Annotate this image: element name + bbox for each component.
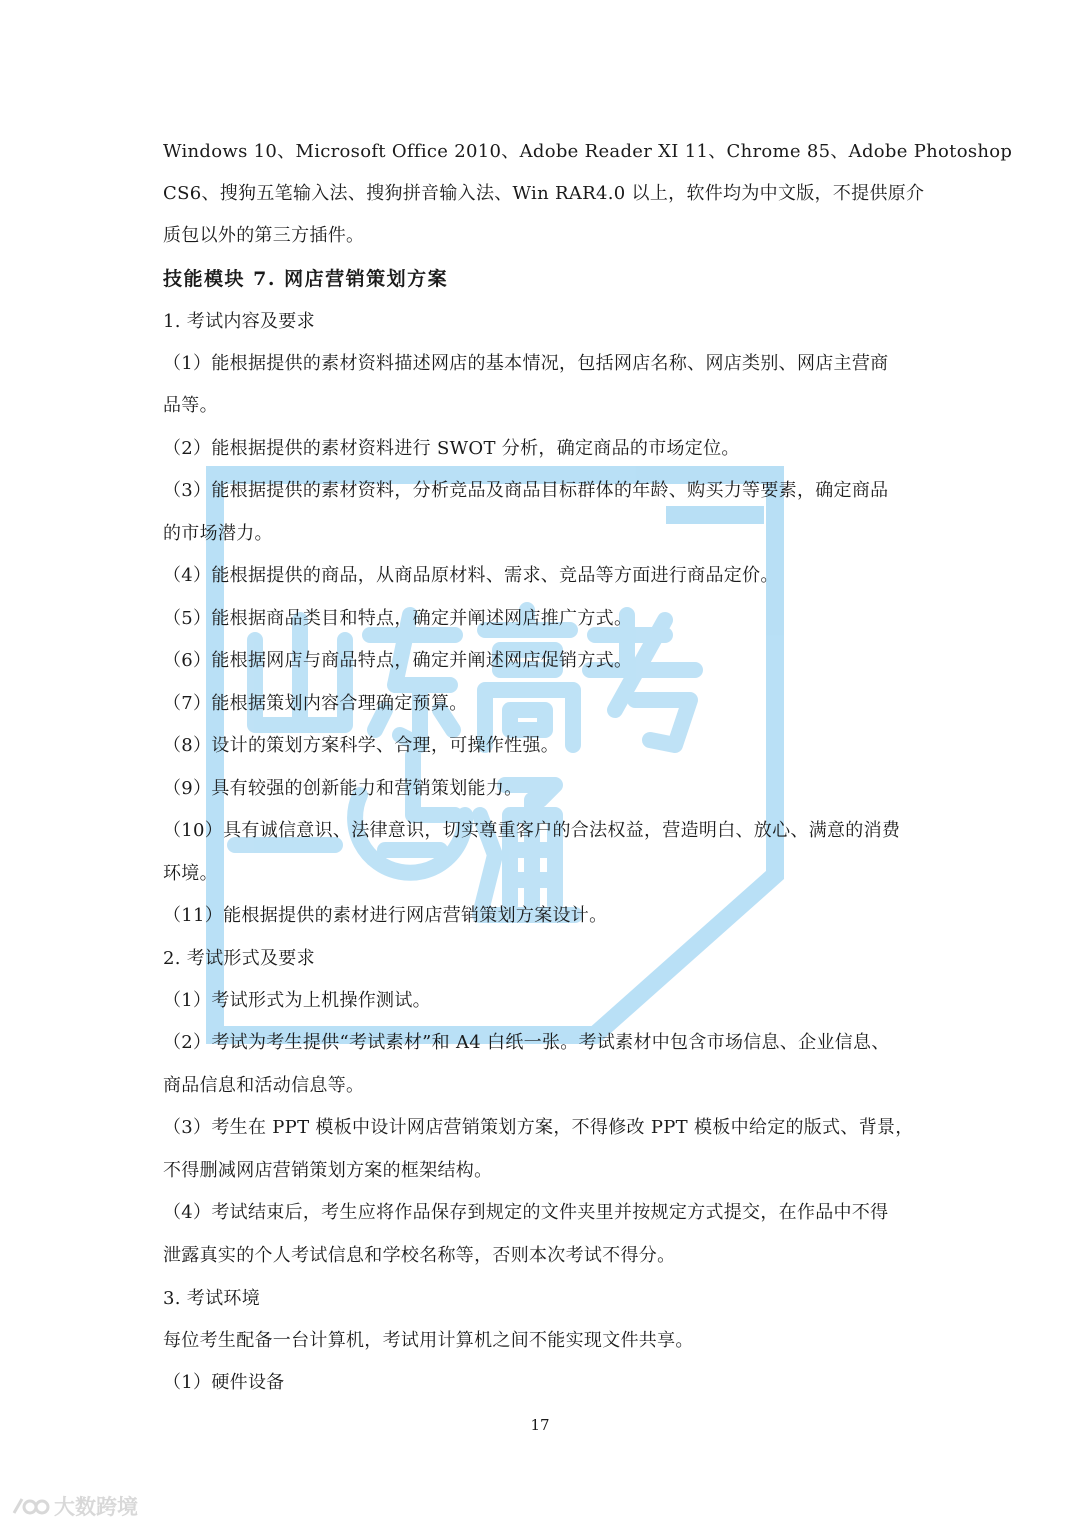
text-line: （1）考试形式为上机操作测试。 — [163, 990, 431, 1011]
text-line: 2. 考试形式及要求 — [163, 948, 315, 969]
text-line: 环境。 — [163, 863, 218, 884]
text-line: 质包以外的第三方插件。 — [163, 225, 365, 246]
text-line: （4）能根据提供的商品，从商品原材料、需求、竞品等方面进行商品定价。 — [163, 565, 779, 586]
text-line: （1）能根据提供的素材资料描述网店的基本情况，包括网店名称、网店类别、网店主营商 — [163, 353, 889, 374]
section-heading: 技能模块 7. 网店营销策划方案 — [163, 268, 449, 290]
text-line: （6）能根据网店与商品特点，确定并阐述网店促销方式。 — [163, 650, 633, 671]
text-line: （2）考试为考生提供“考试素材”和 A4 白纸一张。考试素材中包含市场信息、企业信息、 — [163, 1032, 890, 1053]
text-line: （7）能根据策划内容合理确定预算。 — [163, 693, 468, 714]
text-line: 商品信息和活动信息等。 — [163, 1075, 365, 1096]
text-line: （8）设计的策划方案科学、合理，可操作性强。 — [163, 735, 560, 756]
text-line: （9）具有较强的创新能力和营销策划能力。 — [163, 778, 523, 799]
text-line: Windows 10、Microsoft Office 2010、Adobe Reader XI 11、Chrome 85、Adobe Photoshop — [163, 141, 1013, 162]
text-line: （1）硬件设备 — [163, 1372, 285, 1393]
text-line: 1. 考试内容及要求 — [163, 311, 315, 332]
text-line: 品等。 — [163, 395, 218, 416]
text-line: （3）能根据提供的素材资料，分析竞品及商品目标群体的年龄、购买力等要素，确定商品 — [163, 480, 889, 501]
text-line: 泄露真实的个人考试信息和学校名称等，否则本次考试不得分。 — [163, 1245, 676, 1266]
text-line: CS6、搜狗五笔输入法、搜狗拼音输入法、Win RAR4.0 以上，软件均为中文版，不提供原介 — [163, 183, 925, 204]
brand-watermark — [8, 1490, 138, 1522]
text-line: （5）能根据商品类目和特点，确定并阐述网店推广方式。 — [163, 608, 633, 629]
text-line: 每位考生配备一台计算机，考试用计算机之间不能实现文件共享。 — [163, 1330, 694, 1351]
page-number: 17 — [530, 1416, 550, 1434]
text-line: （10）具有诚信意识、法律意识，切实尊重客户的合法权益，营造明白、放心、满意的消费 — [163, 820, 901, 841]
text-line: （2）能根据提供的素材资料进行 SWOT 分析，确定商品的市场定位。 — [163, 438, 740, 459]
brand-logo-icon — [8, 1493, 50, 1519]
text-line: 不得删减网店营销策划方案的框架结构。 — [163, 1160, 493, 1181]
text-line: 的市场潜力。 — [163, 523, 273, 544]
text-line: （3）考生在 PPT 模板中设计网店营销策划方案，不得修改 PPT 模板中给定的版式、背景， — [163, 1117, 914, 1138]
brand-label: 大数跨境 — [54, 1495, 138, 1519]
text-line: 3. 考试环境 — [163, 1288, 260, 1309]
text-line: （4）考试结束后，考生应将作品保存到规定的文件夹里并按规定方式提交，在作品中不得 — [163, 1202, 889, 1223]
text-line: （11）能根据提供的素材进行网店营销策划方案设计。 — [163, 905, 608, 926]
